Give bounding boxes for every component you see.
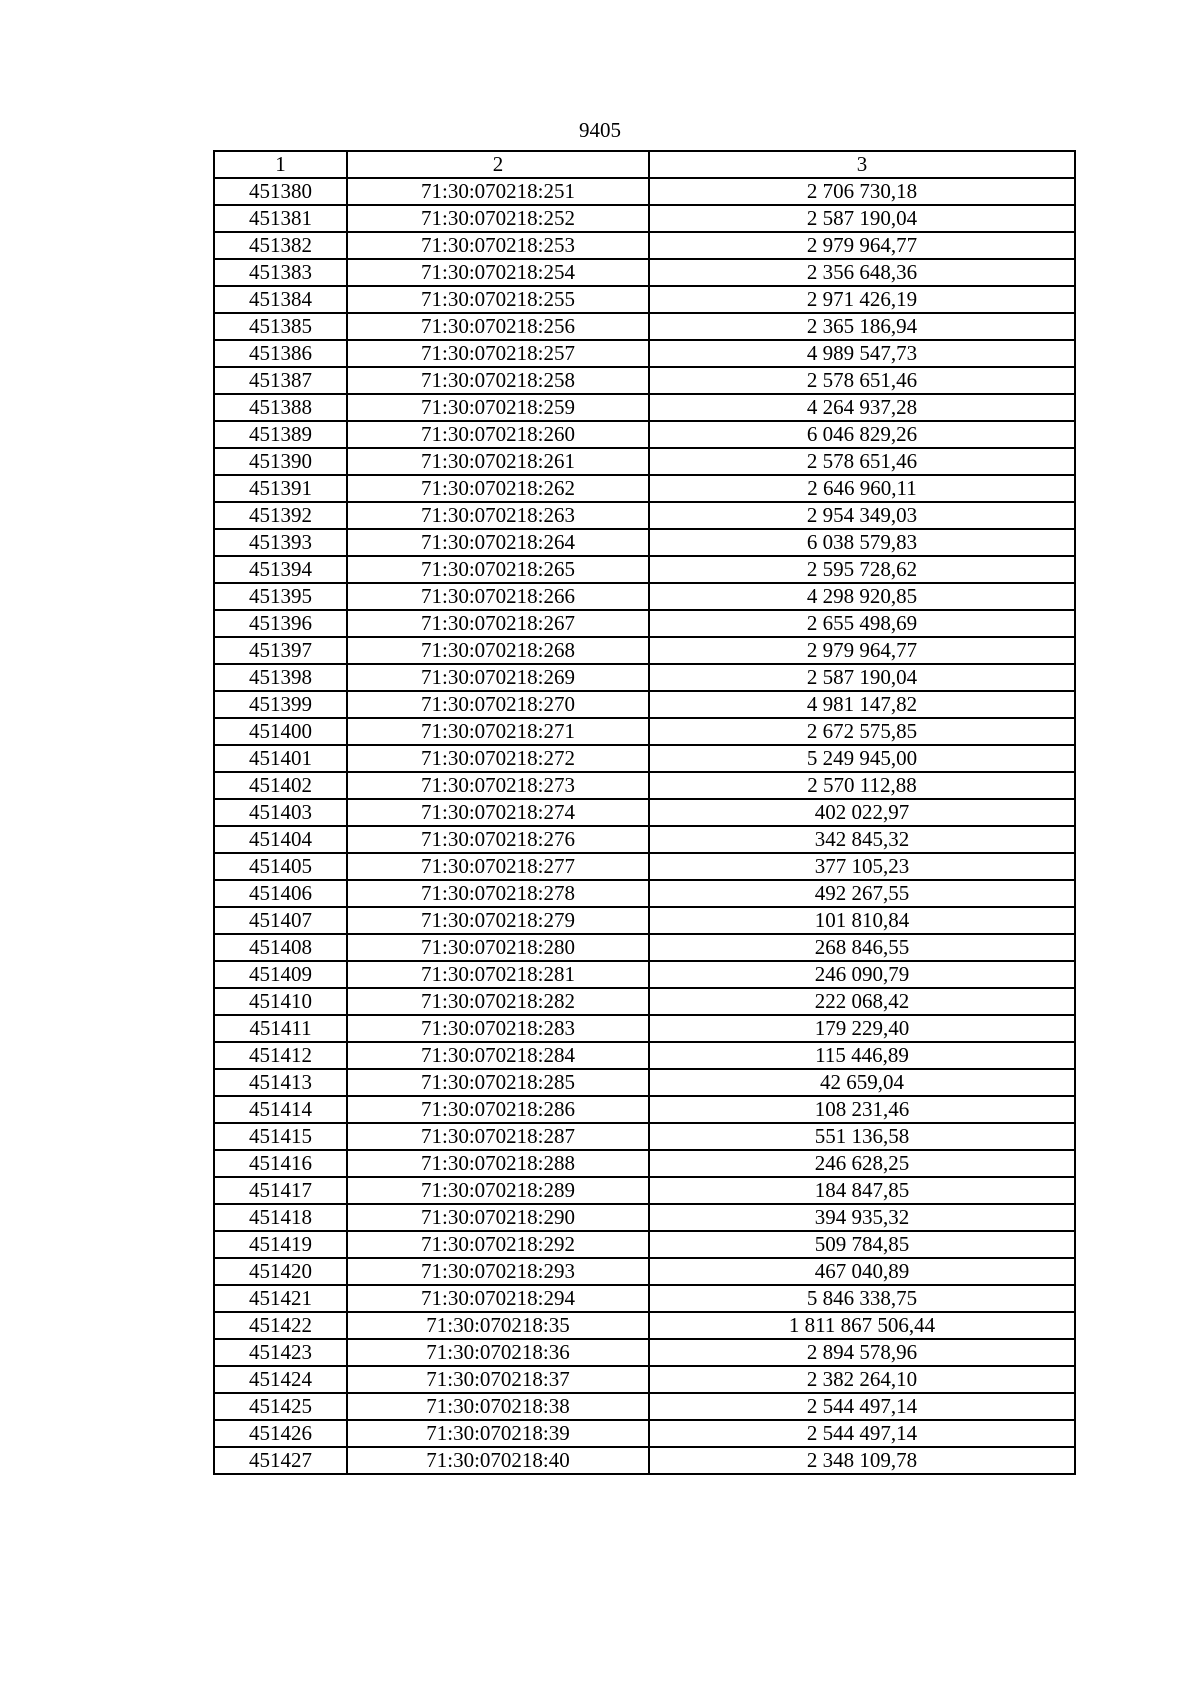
table-row — [214, 745, 1075, 772]
value-cell: 101 810,84 — [649, 907, 1075, 934]
header-cell-2: 2 — [347, 151, 649, 178]
value-cell: 42 659,04 — [649, 1069, 1075, 1096]
table-row — [214, 772, 1075, 799]
cadastral-number-cell: 71:30:070218:262 — [347, 475, 649, 502]
cadastral-number-cell: 71:30:070218:271 — [347, 718, 649, 745]
value-cell: 4 298 920,85 — [649, 583, 1075, 610]
table-row — [214, 313, 1075, 340]
value-cell: 2 954 349,03 — [649, 502, 1075, 529]
value-cell: 115 446,89 — [649, 1042, 1075, 1069]
row-number-cell: 451411 — [214, 1015, 347, 1042]
cadastral-number-cell: 71:30:070218:270 — [347, 691, 649, 718]
cadastral-number-cell: 71:30:070218:284 — [347, 1042, 649, 1069]
row-number-cell: 451418 — [214, 1204, 347, 1231]
value-cell: 2 365 186,94 — [649, 313, 1075, 340]
cadastral-number-cell: 71:30:070218:280 — [347, 934, 649, 961]
table-row — [214, 1258, 1075, 1285]
cadastral-number-cell: 71:30:070218:35 — [347, 1312, 649, 1339]
cadastral-number-cell: 71:30:070218:293 — [347, 1258, 649, 1285]
value-cell: 184 847,85 — [649, 1177, 1075, 1204]
row-number-cell: 451391 — [214, 475, 347, 502]
value-cell: 377 105,23 — [649, 853, 1075, 880]
cadastral-number-cell: 71:30:070218:266 — [347, 583, 649, 610]
value-cell: 5 846 338,75 — [649, 1285, 1075, 1312]
table-row — [214, 691, 1075, 718]
cadastral-number-cell: 71:30:070218:257 — [347, 340, 649, 367]
value-cell: 246 090,79 — [649, 961, 1075, 988]
cadastral-number-cell: 71:30:070218:290 — [347, 1204, 649, 1231]
table-row — [214, 529, 1075, 556]
table-row — [214, 394, 1075, 421]
cadastral-number-cell: 71:30:070218:279 — [347, 907, 649, 934]
cadastral-number-cell: 71:30:070218:37 — [347, 1366, 649, 1393]
cadastral-number-cell: 71:30:070218:294 — [347, 1285, 649, 1312]
table-row — [214, 421, 1075, 448]
value-cell: 1 811 867 506,44 — [649, 1312, 1075, 1339]
row-number-cell: 451414 — [214, 1096, 347, 1123]
value-cell: 179 229,40 — [649, 1015, 1075, 1042]
header-row — [214, 151, 1075, 178]
table-row — [214, 502, 1075, 529]
row-number-cell: 451386 — [214, 340, 347, 367]
table-row — [214, 286, 1075, 313]
table-row — [214, 1123, 1075, 1150]
cadastral-number-cell: 71:30:070218:251 — [347, 178, 649, 205]
row-number-cell: 451385 — [214, 313, 347, 340]
cadastral-number-cell: 71:30:070218:39 — [347, 1420, 649, 1447]
cadastral-number-cell: 71:30:070218:276 — [347, 826, 649, 853]
cadastral-number-cell: 71:30:070218:265 — [347, 556, 649, 583]
table-row — [214, 1339, 1075, 1366]
table-row — [214, 637, 1075, 664]
table-row — [214, 178, 1075, 205]
value-cell: 467 040,89 — [649, 1258, 1075, 1285]
cadastral-number-cell: 71:30:070218:281 — [347, 961, 649, 988]
cadastral-number-cell: 71:30:070218:255 — [347, 286, 649, 313]
cadastral-number-cell: 71:30:070218:253 — [347, 232, 649, 259]
cadastral-number-cell: 71:30:070218:282 — [347, 988, 649, 1015]
row-number-cell: 451412 — [214, 1042, 347, 1069]
value-cell: 222 068,42 — [649, 988, 1075, 1015]
value-cell: 4 989 547,73 — [649, 340, 1075, 367]
row-number-cell: 451425 — [214, 1393, 347, 1420]
value-cell: 2 646 960,11 — [649, 475, 1075, 502]
table-row — [214, 205, 1075, 232]
row-number-cell: 451387 — [214, 367, 347, 394]
value-cell: 4 264 937,28 — [649, 394, 1075, 421]
row-number-cell: 451399 — [214, 691, 347, 718]
table-row — [214, 232, 1075, 259]
row-number-cell: 451415 — [214, 1123, 347, 1150]
row-number-cell: 451407 — [214, 907, 347, 934]
table-row — [214, 1312, 1075, 1339]
value-cell: 2 706 730,18 — [649, 178, 1075, 205]
table-row — [214, 1420, 1075, 1447]
row-number-cell: 451408 — [214, 934, 347, 961]
row-number-cell: 451381 — [214, 205, 347, 232]
cadastral-number-cell: 71:30:070218:252 — [347, 205, 649, 232]
row-number-cell: 451382 — [214, 232, 347, 259]
table-row — [214, 1096, 1075, 1123]
value-cell: 5 249 945,00 — [649, 745, 1075, 772]
row-number-cell: 451421 — [214, 1285, 347, 1312]
cadastral-number-cell: 71:30:070218:36 — [347, 1339, 649, 1366]
table-row — [214, 259, 1075, 286]
row-number-cell: 451403 — [214, 799, 347, 826]
table-row — [214, 448, 1075, 475]
table-header — [214, 151, 1075, 178]
value-cell: 2 544 497,14 — [649, 1420, 1075, 1447]
cadastral-number-cell: 71:30:070218:288 — [347, 1150, 649, 1177]
table-row — [214, 1393, 1075, 1420]
table-row — [214, 880, 1075, 907]
cadastral-number-cell: 71:30:070218:256 — [347, 313, 649, 340]
table-row — [214, 367, 1075, 394]
table-row — [214, 1069, 1075, 1096]
cadastral-number-cell: 71:30:070218:283 — [347, 1015, 649, 1042]
row-number-cell: 451392 — [214, 502, 347, 529]
row-number-cell: 451427 — [214, 1447, 347, 1474]
row-number-cell: 451393 — [214, 529, 347, 556]
row-number-cell: 451422 — [214, 1312, 347, 1339]
table-body — [214, 178, 1075, 1474]
table-row — [214, 961, 1075, 988]
row-number-cell: 451406 — [214, 880, 347, 907]
cadastral-number-cell: 71:30:070218:268 — [347, 637, 649, 664]
table-row — [214, 610, 1075, 637]
value-cell: 2 672 575,85 — [649, 718, 1075, 745]
value-cell: 6 046 829,26 — [649, 421, 1075, 448]
cadastral-number-cell: 71:30:070218:272 — [347, 745, 649, 772]
cadastral-number-cell: 71:30:070218:267 — [347, 610, 649, 637]
value-cell: 108 231,46 — [649, 1096, 1075, 1123]
table-row — [214, 1150, 1075, 1177]
cadastral-number-cell: 71:30:070218:278 — [347, 880, 649, 907]
cadastral-number-cell: 71:30:070218:292 — [347, 1231, 649, 1258]
row-number-cell: 451401 — [214, 745, 347, 772]
value-cell: 2 655 498,69 — [649, 610, 1075, 637]
table-row — [214, 1285, 1075, 1312]
value-cell: 246 628,25 — [649, 1150, 1075, 1177]
row-number-cell: 451394 — [214, 556, 347, 583]
value-cell: 2 578 651,46 — [649, 448, 1075, 475]
cadastral-number-cell: 71:30:070218:258 — [347, 367, 649, 394]
cadastral-number-cell: 71:30:070218:259 — [347, 394, 649, 421]
header-cell-3: 3 — [649, 151, 1075, 178]
table-row — [214, 1042, 1075, 1069]
row-number-cell: 451420 — [214, 1258, 347, 1285]
value-cell: 342 845,32 — [649, 826, 1075, 853]
cadastral-number-cell: 71:30:070218:286 — [347, 1096, 649, 1123]
row-number-cell: 451423 — [214, 1339, 347, 1366]
table-row — [214, 475, 1075, 502]
row-number-cell: 451409 — [214, 961, 347, 988]
table-row — [214, 1366, 1075, 1393]
cadastral-number-cell: 71:30:070218:287 — [347, 1123, 649, 1150]
table-row — [214, 1447, 1075, 1474]
table-row — [214, 1204, 1075, 1231]
cadastral-number-cell: 71:30:070218:263 — [347, 502, 649, 529]
value-cell: 4 981 147,82 — [649, 691, 1075, 718]
value-cell: 394 935,32 — [649, 1204, 1075, 1231]
cadastral-number-cell: 71:30:070218:289 — [347, 1177, 649, 1204]
table-row — [214, 718, 1075, 745]
row-number-cell: 451384 — [214, 286, 347, 313]
value-cell: 2 544 497,14 — [649, 1393, 1075, 1420]
table-row — [214, 934, 1075, 961]
value-cell: 268 846,55 — [649, 934, 1075, 961]
row-number-cell: 451413 — [214, 1069, 347, 1096]
row-number-cell: 451398 — [214, 664, 347, 691]
table-row — [214, 340, 1075, 367]
value-cell: 2 894 578,96 — [649, 1339, 1075, 1366]
cadastral-number-cell: 71:30:070218:277 — [347, 853, 649, 880]
row-number-cell: 451390 — [214, 448, 347, 475]
cadastral-number-cell: 71:30:070218:264 — [347, 529, 649, 556]
row-number-cell: 451419 — [214, 1231, 347, 1258]
value-cell: 2 587 190,04 — [649, 205, 1075, 232]
cadastral-number-cell: 71:30:070218:261 — [347, 448, 649, 475]
table-row — [214, 988, 1075, 1015]
row-number-cell: 451400 — [214, 718, 347, 745]
row-number-cell: 451388 — [214, 394, 347, 421]
value-cell: 2 979 964,77 — [649, 637, 1075, 664]
row-number-cell: 451402 — [214, 772, 347, 799]
table-row — [214, 1015, 1075, 1042]
row-number-cell: 451383 — [214, 259, 347, 286]
value-cell: 2 348 109,78 — [649, 1447, 1075, 1474]
table-row — [214, 853, 1075, 880]
row-number-cell: 451405 — [214, 853, 347, 880]
value-cell: 2 578 651,46 — [649, 367, 1075, 394]
table-row — [214, 556, 1075, 583]
value-cell: 2 570 112,88 — [649, 772, 1075, 799]
row-number-cell: 451404 — [214, 826, 347, 853]
cadastral-number-cell: 71:30:070218:285 — [347, 1069, 649, 1096]
row-number-cell: 451417 — [214, 1177, 347, 1204]
row-number-cell: 451426 — [214, 1420, 347, 1447]
table-row — [214, 1231, 1075, 1258]
row-number-cell: 451416 — [214, 1150, 347, 1177]
table-row — [214, 1177, 1075, 1204]
value-cell: 6 038 579,83 — [649, 529, 1075, 556]
row-number-cell: 451380 — [214, 178, 347, 205]
header-cell-1: 1 — [214, 151, 347, 178]
cadastral-number-cell: 71:30:070218:38 — [347, 1393, 649, 1420]
value-cell: 2 587 190,04 — [649, 664, 1075, 691]
cadastral-number-cell: 71:30:070218:273 — [347, 772, 649, 799]
cadastral-number-cell: 71:30:070218:40 — [347, 1447, 649, 1474]
value-cell: 2 595 728,62 — [649, 556, 1075, 583]
value-cell: 551 136,58 — [649, 1123, 1075, 1150]
table-row — [214, 826, 1075, 853]
cadastral-number-cell: 71:30:070218:260 — [347, 421, 649, 448]
cadastral-number-cell: 71:30:070218:274 — [347, 799, 649, 826]
value-cell: 2 979 964,77 — [649, 232, 1075, 259]
cadastral-number-cell: 71:30:070218:269 — [347, 664, 649, 691]
cadastral-number-cell: 71:30:070218:254 — [347, 259, 649, 286]
row-number-cell: 451410 — [214, 988, 347, 1015]
value-cell: 2 356 648,36 — [649, 259, 1075, 286]
row-number-cell: 451424 — [214, 1366, 347, 1393]
value-cell: 2 382 264,10 — [649, 1366, 1075, 1393]
row-number-cell: 451395 — [214, 583, 347, 610]
value-cell: 492 267,55 — [649, 880, 1075, 907]
table-row — [214, 907, 1075, 934]
row-number-cell: 451397 — [214, 637, 347, 664]
value-cell: 402 022,97 — [649, 799, 1075, 826]
data-table — [213, 150, 1076, 1475]
value-cell: 509 784,85 — [649, 1231, 1075, 1258]
table-row — [214, 583, 1075, 610]
table-row — [214, 799, 1075, 826]
table-row — [214, 664, 1075, 691]
value-cell: 2 971 426,19 — [649, 286, 1075, 313]
row-number-cell: 451396 — [214, 610, 347, 637]
row-number-cell: 451389 — [214, 421, 347, 448]
page-number: 9405 — [579, 118, 621, 142]
